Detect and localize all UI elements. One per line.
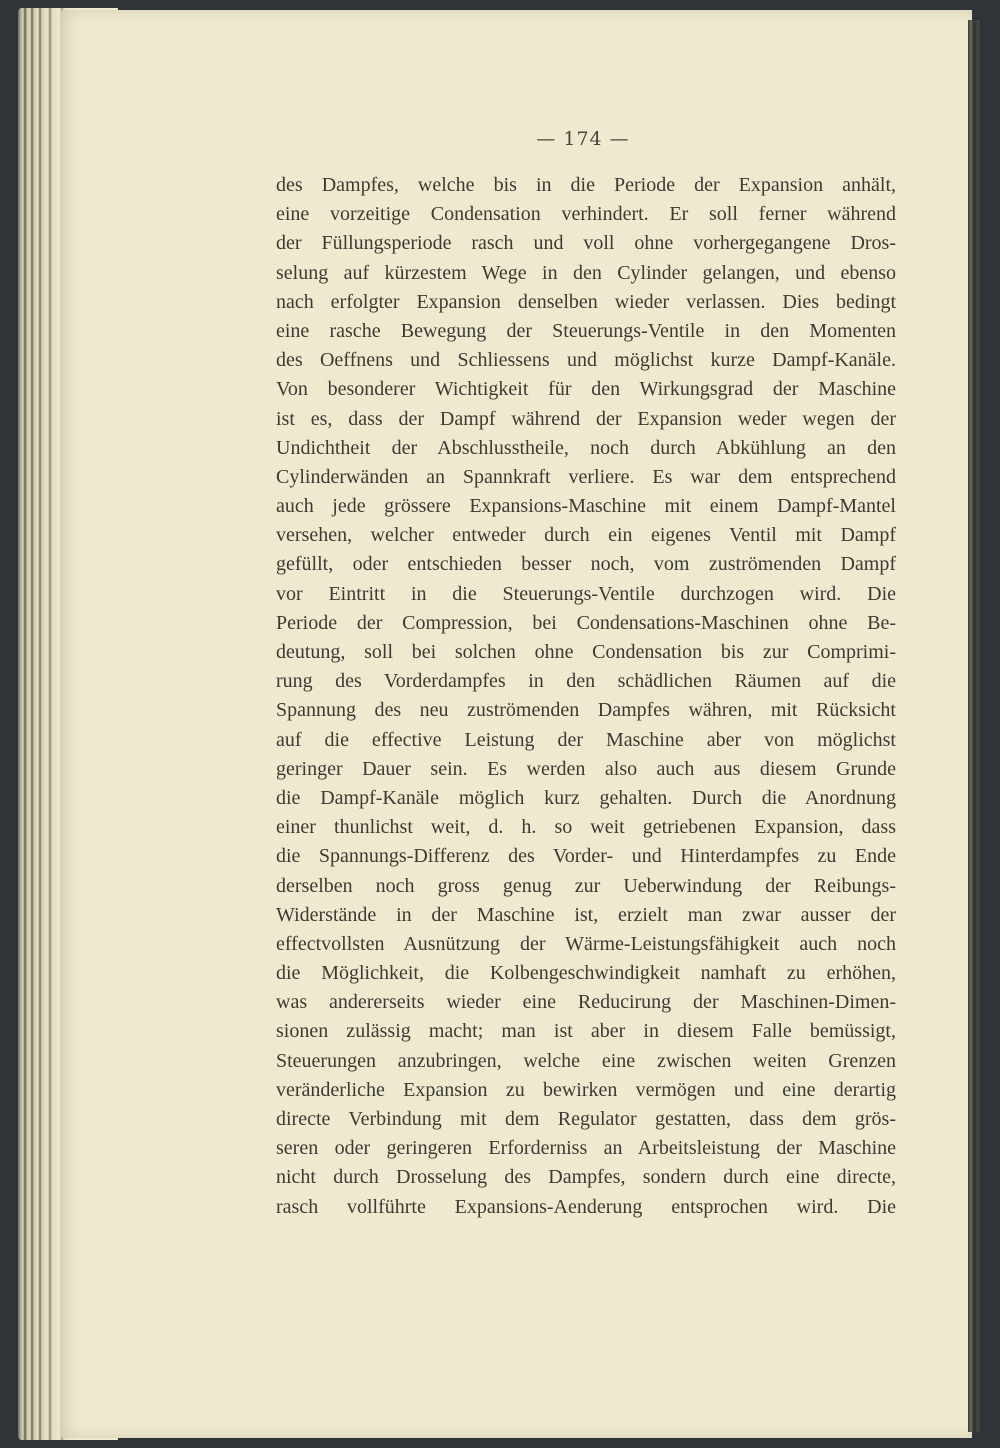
text-line: eine vorzeitige Condensation verhindert. Er soll ferner während [276,203,896,226]
text-line: was andererseits wieder eine Reducirung der Maschinen-Dimen- [276,991,896,1014]
text-line: directe Verbindung mit dem Regulator gestatten, dass dem grös- [276,1108,896,1130]
text-line: selung auf kürzestem Wege in den Cylinder gelangen, und ebenso [276,261,896,284]
text-line: Spannung des neu zuströmenden Dampfes währen, mit Rücksicht [276,699,896,722]
page-number: — 174 — [536,128,630,150]
text-line: der Füllungsperiode rasch und voll ohne vorhergegangene Dros- [276,232,896,255]
text-line: des Oeffnens und Schliessens und möglichst kurze Dampf-Kanäle. [276,349,896,372]
text-line: nach erfolgter Expansion denselben wieder verlassen. Dies bedingt [276,290,896,313]
text-line: auf die effective Leistung der Maschine aber von möglichst [276,728,896,751]
text-line: die Möglichkeit, die Kolbengeschwindigkeit namhaft zu erhöhen, [276,962,896,985]
text-line: Von besonderer Wichtigkeit für den Wirkungsgrad der Maschine [276,378,896,401]
body-text [276,171,896,1222]
text-line: rasch vollführte Expansions-Aenderung entsprochen wird. Die [276,1195,896,1218]
text-line: rung des Vorderdampfes in den schädlichen Räumen auf die [276,670,896,693]
text-line: des Dampfes, welche bis in die Periode der Expansion anhält, [276,174,896,196]
text-line: deutung, soll bei solchen ohne Condensation bis zur Comprimi- [276,641,896,663]
text-line: effectvollsten Ausnützung der Wärme-Leistungsfähigkeit auch noch [276,932,896,955]
text-line: veränderliche Expansion zu bewirken vermögen und eine derartig [276,1078,896,1101]
text-line: versehen, welcher entweder durch ein eigenes Ventil mit Dampf [276,524,896,547]
text-line: Steuerungen anzubringen, welche eine zwischen weiten Grenzen [276,1049,896,1072]
text-line: seren oder geringeren Erforderniss an Arbeitsleistung der Maschine [276,1137,896,1160]
text-line: ist es, dass der Dampf während der Expansion weder wegen der [276,407,896,430]
text-line: einer thunlichst weit, d. h. so weit getriebenen Expansion, dass [276,816,896,839]
text-line: die Spannungs-Differenz des Vorder- und Hinterdampfes zu Ende [276,845,896,868]
text-line: geringer Dauer sein. Es werden also auch aus diesem Grunde [276,757,896,780]
text-line: vor Eintritt in die Steuerungs-Ventile durchzogen wird. Die [276,582,896,605]
text-line: Periode der Compression, bei Condensations-Maschinen ohne Be- [276,611,896,634]
text-line: sionen zulässig macht; man ist aber in diesem Falle bemüssigt, [276,1020,896,1043]
text-line: derselben noch gross genug zur Ueberwindung der Reibungs- [276,874,896,897]
text-line: Widerstände in der Maschine ist, erzielt man zwar ausser der [276,903,896,926]
text-line: Cylinderwänden an Spannkraft verliere. Es war dem entsprechend [276,465,896,488]
text-line: eine rasche Bewegung der Steuerungs-Ventile in den Momenten [276,319,896,342]
book-cover-edge [968,20,982,1432]
text-line: Undichtheit der Abschlusstheile, noch durch Abkühlung an den [276,436,896,459]
text-line: gefüllt, oder entschieden besser noch, vom zuströmenden Dampf [276,553,896,576]
text-line: die Dampf-Kanäle möglich kurz gehalten. Durch die Anordnung [276,786,896,809]
text-line: auch jede grössere Expansions-Maschine mit einem Dampf-Mantel [276,495,896,518]
text-line: nicht durch Drosselung des Dampfes, sondern durch eine directe, [276,1166,896,1189]
